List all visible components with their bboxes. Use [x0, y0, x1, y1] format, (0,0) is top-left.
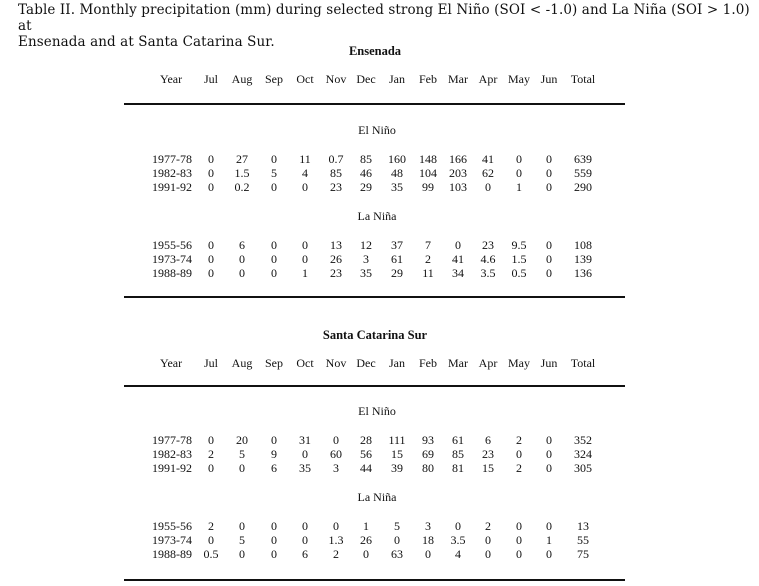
value-cell: 0 — [208, 461, 214, 475]
value-cell: 6 — [239, 238, 245, 252]
value-cell: 3 — [425, 519, 431, 533]
value-cell: 61 — [391, 252, 403, 266]
value-cell: 108 — [574, 238, 592, 252]
value-cell: 35 — [391, 180, 403, 194]
value-cell: 0 — [546, 447, 552, 461]
value-cell: 103 — [449, 180, 467, 194]
value-cell: 93 — [422, 433, 434, 447]
table-row — [0, 152, 759, 166]
value-cell: 0 — [546, 180, 552, 194]
value-cell: 0 — [271, 547, 277, 561]
value-cell: 2 — [516, 433, 522, 447]
value-cell: 18 — [422, 533, 434, 547]
value-cell: 0 — [516, 447, 522, 461]
value-cell: 23 — [330, 180, 342, 194]
value-cell: 39 — [391, 461, 403, 475]
value-cell: 5 — [239, 533, 245, 547]
value-cell: 0 — [271, 433, 277, 447]
value-cell: 61 — [452, 433, 464, 447]
year-cell: 1982-83 — [152, 166, 192, 180]
value-cell: 23 — [482, 447, 494, 461]
table-row — [0, 238, 759, 252]
column-header-may: May — [508, 72, 530, 86]
value-cell: 99 — [422, 180, 434, 194]
value-cell: 0.5 — [511, 266, 527, 280]
column-header-jul: Jul — [203, 356, 219, 370]
value-cell: 6 — [485, 433, 491, 447]
value-cell: 0.2 — [234, 180, 250, 194]
value-cell: 5 — [239, 447, 245, 461]
santa-catarina-sur-section-label-el-nino: El Niño — [358, 404, 396, 418]
value-cell: 139 — [574, 252, 592, 266]
column-header-jan: Jan — [389, 356, 405, 370]
value-cell: 352 — [574, 433, 592, 447]
value-cell: 4.6 — [480, 252, 496, 266]
ensenada-top-rule — [124, 103, 625, 105]
value-cell: 2 — [516, 461, 522, 475]
santa-catarina-sur-section-label-la-nina: La Niña — [357, 490, 397, 504]
value-cell: 0 — [208, 166, 214, 180]
value-cell: 166 — [449, 152, 467, 166]
value-cell: 1.5 — [511, 252, 527, 266]
value-cell: 0 — [516, 519, 522, 533]
column-header-jul: Jul — [203, 72, 219, 86]
value-cell: 0 — [546, 252, 552, 266]
value-cell: 20 — [236, 433, 248, 447]
ensenada-table-title: Ensenada — [348, 44, 402, 58]
column-header-sep: Sep — [265, 356, 283, 370]
value-cell: 7 — [425, 238, 431, 252]
column-header-jun: Jun — [540, 356, 558, 370]
value-cell: 34 — [452, 266, 464, 280]
column-header-apr: Apr — [478, 356, 498, 370]
table-row — [0, 166, 759, 180]
caption-line-1: Table II. Monthly precipitation (mm) during selected strong El Niño (SOI < -1.0) and La Niña (SOI > 1.0) at — [18, 2, 750, 34]
value-cell: 9.5 — [511, 238, 527, 252]
value-cell: 0.5 — [203, 547, 219, 561]
value-cell: 81 — [452, 461, 464, 475]
year-cell: 1991-92 — [152, 180, 192, 194]
value-cell: 13 — [577, 519, 589, 533]
value-cell: 0 — [208, 533, 214, 547]
value-cell: 324 — [574, 447, 592, 461]
value-cell: 1 — [363, 519, 369, 533]
year-cell: 1988-89 — [152, 547, 192, 561]
column-header-feb: Feb — [419, 72, 437, 86]
value-cell: 0 — [333, 519, 339, 533]
value-cell: 0 — [239, 547, 245, 561]
value-cell: 11 — [299, 152, 311, 166]
value-cell: 0 — [302, 238, 308, 252]
column-header-nov: Nov — [325, 72, 347, 86]
table-row — [0, 447, 759, 461]
value-cell: 136 — [574, 266, 592, 280]
value-cell: 0 — [516, 547, 522, 561]
value-cell: 0 — [546, 152, 552, 166]
column-header-aug: Aug — [231, 72, 253, 86]
value-cell: 27 — [236, 152, 248, 166]
value-cell: 69 — [422, 447, 434, 461]
value-cell: 35 — [360, 266, 372, 280]
value-cell: 9 — [271, 447, 277, 461]
caption-line-2: Ensenada and at Santa Catarina Sur. — [18, 34, 275, 50]
value-cell: 3 — [363, 252, 369, 266]
year-cell: 1973-74 — [152, 533, 192, 547]
value-cell: 55 — [577, 533, 589, 547]
value-cell: 104 — [419, 166, 437, 180]
value-cell: 0 — [302, 447, 308, 461]
value-cell: 3.5 — [480, 266, 496, 280]
value-cell: 0 — [516, 166, 522, 180]
year-cell: 1977-78 — [152, 433, 192, 447]
value-cell: 35 — [299, 461, 311, 475]
table-row — [0, 433, 759, 447]
column-header-sep: Sep — [265, 72, 283, 86]
value-cell: 3.5 — [450, 533, 466, 547]
column-header-apr: Apr — [478, 72, 498, 86]
column-header-may: May — [508, 356, 530, 370]
value-cell: 1.3 — [328, 533, 344, 547]
value-cell: 29 — [360, 180, 372, 194]
value-cell: 0 — [239, 252, 245, 266]
value-cell: 3 — [333, 461, 339, 475]
value-cell: 2 — [208, 519, 214, 533]
value-cell: 60 — [330, 447, 342, 461]
year-cell: 1982-83 — [152, 447, 192, 461]
value-cell: 0 — [333, 433, 339, 447]
column-header-mar: Mar — [448, 356, 468, 370]
value-cell: 2 — [333, 547, 339, 561]
value-cell: 1.5 — [234, 166, 250, 180]
value-cell: 0 — [302, 519, 308, 533]
column-header-dec: Dec — [356, 356, 376, 370]
value-cell: 46 — [360, 166, 372, 180]
value-cell: 0 — [208, 266, 214, 280]
value-cell: 111 — [388, 433, 406, 447]
value-cell: 0 — [546, 166, 552, 180]
value-cell: 0 — [485, 180, 491, 194]
value-cell: 62 — [482, 166, 494, 180]
table-row — [0, 461, 759, 475]
value-cell: 2 — [485, 519, 491, 533]
value-cell: 2 — [208, 447, 214, 461]
value-cell: 37 — [391, 238, 403, 252]
value-cell: 2 — [425, 252, 431, 266]
value-cell: 12 — [360, 238, 372, 252]
value-cell: 0 — [208, 433, 214, 447]
table-row — [0, 180, 759, 194]
value-cell: 75 — [577, 547, 589, 561]
value-cell: 0 — [516, 152, 522, 166]
value-cell: 85 — [452, 447, 464, 461]
value-cell: 0 — [394, 533, 400, 547]
column-header-nov: Nov — [325, 356, 347, 370]
santa-catarina-sur-bottom-rule — [124, 579, 625, 581]
value-cell: 28 — [360, 433, 372, 447]
santa-catarina-sur-header-row — [0, 356, 759, 370]
value-cell: 15 — [482, 461, 494, 475]
ensenada-section-label-la-nina: La Niña — [357, 209, 397, 223]
value-cell: 305 — [574, 461, 592, 475]
value-cell: 0 — [485, 547, 491, 561]
column-header-oct: Oct — [296, 72, 314, 86]
value-cell: 0 — [271, 519, 277, 533]
ensenada-bottom-rule — [124, 296, 625, 298]
value-cell: 1 — [546, 533, 552, 547]
value-cell: 0.7 — [328, 152, 344, 166]
value-cell: 44 — [360, 461, 372, 475]
value-cell: 5 — [271, 166, 277, 180]
value-cell: 0 — [271, 152, 277, 166]
value-cell: 0 — [455, 519, 461, 533]
value-cell: 0 — [425, 547, 431, 561]
value-cell: 4 — [455, 547, 461, 561]
value-cell: 11 — [422, 266, 434, 280]
value-cell: 0 — [271, 533, 277, 547]
value-cell: 0 — [208, 252, 214, 266]
value-cell: 0 — [271, 238, 277, 252]
value-cell: 0 — [239, 266, 245, 280]
value-cell: 0 — [208, 152, 214, 166]
ensenada-header-row — [0, 72, 759, 86]
value-cell: 13 — [330, 238, 342, 252]
value-cell: 0 — [239, 461, 245, 475]
value-cell: 0 — [208, 238, 214, 252]
value-cell: 23 — [330, 266, 342, 280]
santa-catarina-sur-top-rule — [124, 385, 625, 387]
value-cell: 0 — [271, 252, 277, 266]
value-cell: 0 — [302, 180, 308, 194]
table-row — [0, 533, 759, 547]
santa-catarina-sur-table-title: Santa Catarina Sur — [322, 328, 428, 342]
value-cell: 0 — [302, 252, 308, 266]
column-header-jan: Jan — [389, 72, 405, 86]
column-header-year: Year — [160, 356, 183, 370]
year-cell: 1988-89 — [152, 266, 192, 280]
value-cell: 0 — [271, 180, 277, 194]
value-cell: 0 — [302, 533, 308, 547]
column-header-year: Year — [160, 72, 183, 86]
column-header-dec: Dec — [356, 72, 376, 86]
value-cell: 5 — [394, 519, 400, 533]
value-cell: 0 — [546, 461, 552, 475]
ensenada-section-label-el-nino: El Niño — [358, 123, 396, 137]
table-row — [0, 547, 759, 561]
value-cell: 48 — [391, 166, 403, 180]
column-header-oct: Oct — [296, 356, 314, 370]
column-header-mar: Mar — [448, 72, 468, 86]
year-cell: 1991-92 — [152, 461, 192, 475]
table-row — [0, 519, 759, 533]
value-cell: 41 — [482, 152, 494, 166]
value-cell: 0 — [363, 547, 369, 561]
value-cell: 56 — [360, 447, 372, 461]
value-cell: 290 — [574, 180, 592, 194]
column-header-total: Total — [570, 72, 596, 86]
value-cell: 0 — [546, 238, 552, 252]
value-cell: 63 — [391, 547, 403, 561]
value-cell: 85 — [360, 152, 372, 166]
value-cell: 26 — [330, 252, 342, 266]
value-cell: 41 — [452, 252, 464, 266]
year-cell: 1955-56 — [152, 238, 192, 252]
value-cell: 1 — [302, 266, 308, 280]
value-cell: 559 — [574, 166, 592, 180]
value-cell: 160 — [388, 152, 406, 166]
value-cell: 29 — [391, 266, 403, 280]
value-cell: 0 — [546, 547, 552, 561]
year-cell: 1973-74 — [152, 252, 192, 266]
value-cell: 148 — [419, 152, 437, 166]
column-header-jun: Jun — [540, 72, 558, 86]
value-cell: 0 — [455, 238, 461, 252]
value-cell: 0 — [546, 266, 552, 280]
value-cell: 80 — [422, 461, 434, 475]
value-cell: 15 — [391, 447, 403, 461]
value-cell: 6 — [302, 547, 308, 561]
column-header-total: Total — [570, 356, 596, 370]
column-header-aug: Aug — [231, 356, 253, 370]
column-header-feb: Feb — [419, 356, 437, 370]
value-cell: 23 — [482, 238, 494, 252]
value-cell: 6 — [271, 461, 277, 475]
value-cell: 0 — [546, 433, 552, 447]
value-cell: 85 — [330, 166, 342, 180]
value-cell: 31 — [299, 433, 311, 447]
value-cell: 639 — [574, 152, 592, 166]
value-cell: 0 — [271, 266, 277, 280]
value-cell: 0 — [485, 533, 491, 547]
value-cell: 0 — [208, 180, 214, 194]
value-cell: 26 — [360, 533, 372, 547]
value-cell: 4 — [302, 166, 308, 180]
value-cell: 0 — [239, 519, 245, 533]
value-cell: 0 — [516, 533, 522, 547]
table-row — [0, 266, 759, 280]
year-cell: 1977-78 — [152, 152, 192, 166]
value-cell: 1 — [516, 180, 522, 194]
table-row — [0, 252, 759, 266]
value-cell: 203 — [449, 166, 467, 180]
year-cell: 1955-56 — [152, 519, 192, 533]
value-cell: 0 — [546, 519, 552, 533]
